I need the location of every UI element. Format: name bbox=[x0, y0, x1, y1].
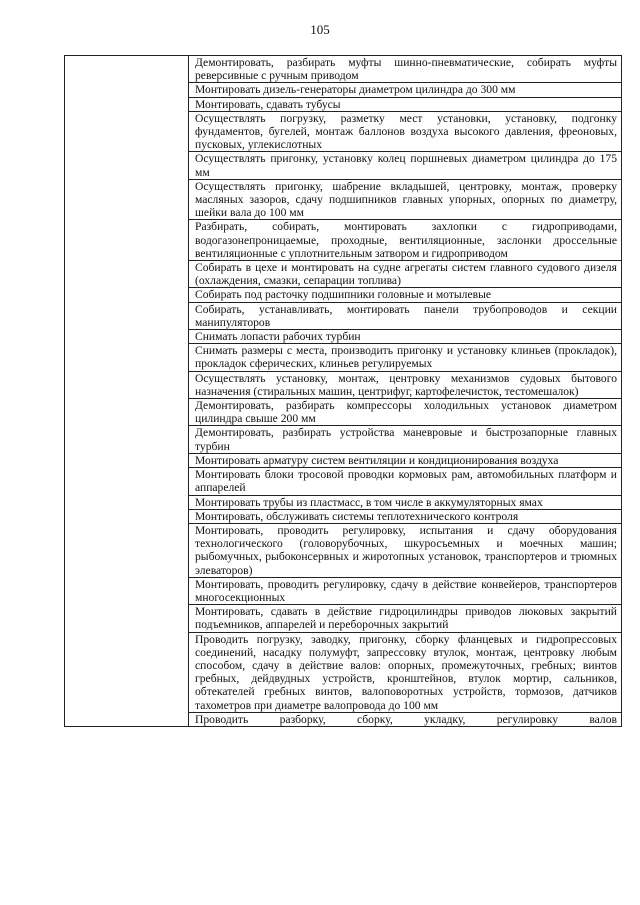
table-row bbox=[65, 56, 622, 83]
work-description-cell: Снимать размеры с места, производить пригонку и установку клиньев (прокладок), прокладок сферических, клиньев регулируемых bbox=[189, 344, 622, 371]
work-description-cell: Осуществлять пригонку, установку колец поршневых диаметром цилиндра до 175 мм bbox=[189, 152, 622, 179]
work-description-cell: Монтировать, проводить регулировку, испытания и сдачу оборудования технологического (головорубочных, шкуросъемных и моечных машин; рыбомучных, рыбоконсервных и жиротопных установок, транспортеров и трюмных элеваторов) bbox=[189, 523, 622, 577]
table-body bbox=[65, 56, 622, 727]
work-description-cell: Монтировать, сдавать тубусы bbox=[189, 97, 622, 111]
work-description-cell: Снимать лопасти рабочих турбин bbox=[189, 330, 622, 344]
work-description-cell: Проводить погрузку, заводку, пригонку, сборку фланцевых и гидропрессовых соединений, насадку полумуфт, запрессовку втулок, монтаж, центровку любым способом, сдачу в действие валов: опорных, промежуточных, гребных; винтов гребных, дейдвудных устройств, кронштейнов, втулок мортир, сальников, обтекателей гребных винтов, валоповоротных устройств, тормозов, датчиков тахометров при диаметре валопровода до 100 мм bbox=[189, 632, 622, 712]
work-description-cell: Собирать под расточку подшипники головные и мотылевые bbox=[189, 288, 622, 302]
work-description-cell: Осуществлять пригонку, шабрение вкладышей, центровку, монтаж, проверку масляных зазоров, сдачу подшипников главных упорных, опорных по диаметру, шейки вала до 100 мм bbox=[189, 179, 622, 220]
work-description-cell: Проводить разборку, сборку, укладку, регулировку валов bbox=[189, 712, 622, 726]
work-description-cell: Собирать в цехе и монтировать на судне агрегаты систем главного судового дизеля (охлаждения, смазки, сепарации топлива) bbox=[189, 261, 622, 288]
work-description-cell: Демонтировать, разбирать компрессоры холодильных установок диаметром цилиндра свыше 200 мм bbox=[189, 399, 622, 426]
work-description-cell: Осуществлять погрузку, разметку мест установки, установку, подгонку фундаментов, бугелей, монтаж баллонов воздуха высокого давления, фреоновых, пусковых, углекислотных bbox=[189, 111, 622, 152]
work-description-cell: Собирать, устанавливать, монтировать панели трубопроводов и секции манипуляторов bbox=[189, 302, 622, 329]
work-description-cell: Монтировать, обслуживать системы теплотехнического контроля bbox=[189, 509, 622, 523]
work-description-cell: Демонтировать, разбирать устройства маневровые и быстрозапорные главных турбин bbox=[189, 426, 622, 453]
work-description-cell: Разбирать, собирать, монтировать захлопки с гидроприводами, водогазонепроницаемые, проходные, вентиляционные, заслонки дроссельные вентиляционные с уплотнительным затвором и гидроприводом bbox=[189, 220, 622, 261]
work-description-cell: Осуществлять установку, монтаж, центровку механизмов судовых бытового назначения (стиральных машин, центрифуг, картофелечисток, тестомешалок) bbox=[189, 371, 622, 398]
work-description-cell: Монтировать арматуру систем вентиляции и кондиционирования воздуха bbox=[189, 453, 622, 467]
work-descriptions-table bbox=[64, 55, 622, 727]
work-description-cell: Монтировать, сдавать в действие гидроцилиндры приводов люковых закрытий подъемников, аппарелей и переборочных закрытий bbox=[189, 605, 622, 632]
left-column-cell bbox=[65, 56, 189, 727]
work-description-cell: Монтировать блоки тросовой проводки кормовых рам, автомобильных платформ и аппарелей bbox=[189, 468, 622, 495]
work-description-cell: Монтировать, проводить регулировку, сдачу в действие конвейеров, транспортеров многосекционных bbox=[189, 577, 622, 604]
work-description-cell: Демонтировать, разбирать муфты шинно-пневматические, собирать муфты реверсивные с ручным приводом bbox=[189, 56, 622, 83]
page-number: 105 bbox=[310, 22, 330, 37]
work-description-cell: Монтировать трубы из пластмасс, в том числе в аккумуляторных ямах bbox=[189, 495, 622, 509]
work-description-cell: Монтировать дизель-генераторы диаметром цилиндра до 300 мм bbox=[189, 83, 622, 97]
